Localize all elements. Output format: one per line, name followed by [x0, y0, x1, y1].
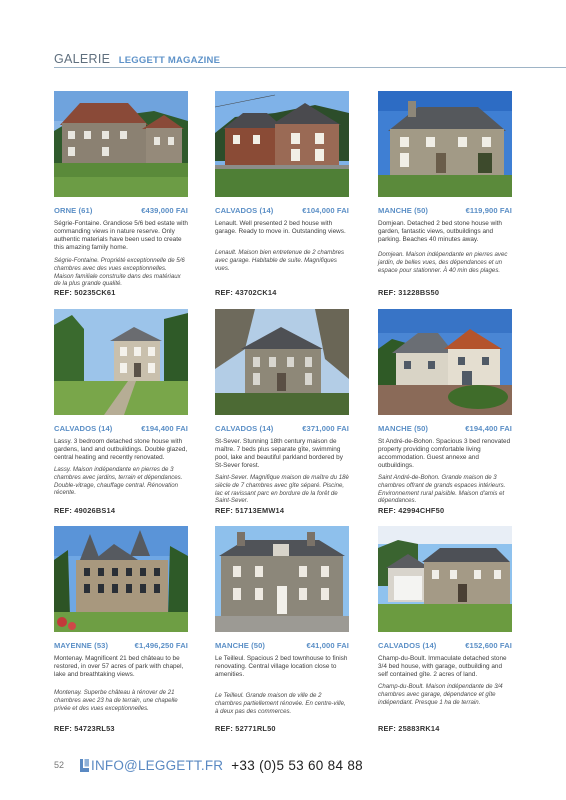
region-label: MANCHE (50)	[215, 641, 266, 650]
property-card[interactable]	[215, 91, 349, 297]
page-number: 52	[54, 760, 65, 770]
listing-headline	[378, 206, 512, 215]
listing-headline	[215, 206, 349, 215]
description-fr: Lenault. Maison bien entretenue de 2 chambres avec garage. Habitable de suite. Magnifiques vues.	[215, 249, 345, 272]
description-en: Champ-du-Boult. Immaculate detached stone 3/4 bed house, with garage, outbuilding and self contained gîte. 2 acres of land.	[378, 655, 507, 679]
listing-headline	[378, 641, 512, 650]
description-fr: Saint-Sever. Magnifique maison de maître du 18è siècle de 7 chambres avec gîte séparé. Piscine, lac et ravissant parc en bordure de la forêt de Saint-Sever.	[215, 474, 349, 505]
description-en: Le Teilleul. Spacious 2 bed townhouse to finish renovating. Central village location close to amenities.	[215, 655, 348, 679]
reference-code: REF: 49026BS14	[54, 506, 116, 515]
page-footer	[54, 756, 363, 774]
price-label: €104,000 FAI	[302, 206, 349, 215]
listing-headline	[215, 641, 349, 650]
property-card[interactable]	[54, 526, 188, 733]
reference-code: REF: 31228BS50	[378, 288, 440, 297]
description-en: Ségrie-Fontaine. Grandiose 5/6 bed estate with commanding views in nature reserve. Only authentic materials have been used to create this amazing family home.	[54, 220, 188, 252]
property-card[interactable]	[54, 309, 188, 515]
description-en: Lenault. Well presented 2 bed house with garage. Ready to move in. Outstanding views.	[215, 220, 346, 236]
description-fr: Ségrie-Fontaine. Propriété exceptionnelle de 5/6 chambres avec des vues exceptionnelles. Maison familiale construite dans des matériaux de la plus grande qualité.	[54, 257, 185, 288]
description-fr: Montenay. Superbe château à rénover de 21 chambres avec 23 ha de terrain, une chapelle privée et des vues exceptionnelles.	[54, 689, 178, 712]
region-label: MAYENNE (53)	[54, 641, 109, 650]
reference-code: REF: 51713EMW14	[215, 506, 285, 515]
region-label: CALVADOS (14)	[54, 424, 113, 433]
header-divider	[54, 67, 566, 68]
region-label: CALVADOS (14)	[215, 206, 274, 215]
price-label: €152,600 FAI	[465, 641, 512, 650]
price-label: €41,000 FAI	[306, 641, 349, 650]
description-fr: Lassy. Maison indépendante en pierres de 3 chambres avec jardins, terrain et dépendances. Double-vitrage, chauffage central. Rénovation récente.	[54, 466, 183, 497]
property-card[interactable]	[378, 309, 512, 515]
price-label: €194,400 FAI	[141, 424, 188, 433]
listing-headline	[215, 424, 349, 433]
price-label: €439,000 FAI	[141, 206, 188, 215]
description-en: St André-de-Bohon. Spacious 3 bed renovated property providing comfortable living accommodation. Guest annexe and outbuildings.	[378, 438, 511, 470]
property-photo[interactable]	[54, 309, 188, 415]
reference-code: REF: 42994CHF50	[378, 506, 445, 515]
property-photo[interactable]	[54, 526, 188, 632]
property-card[interactable]	[215, 309, 349, 515]
description-en: St-Sever. Stunning 18th century maison de maître. 7 beds plus separate gîte, swimming pool, lake and beautiful parkland bordered by St-Sever forest.	[215, 438, 343, 470]
property-photo[interactable]	[378, 526, 512, 632]
description-en: Montenay. Magnificent 21 bed château to be restored, in over 57 acres of park with chapel, lake and breathtaking views.	[54, 655, 184, 679]
price-label: €119,900 FAI	[465, 206, 512, 215]
property-photo[interactable]	[215, 309, 349, 415]
property-card[interactable]	[215, 526, 349, 733]
price-label: €1,496,250 FAI	[134, 641, 188, 650]
contact-phone: +33 (0)5 53 60 84 88	[231, 757, 363, 773]
property-card[interactable]	[378, 526, 512, 733]
property-photo[interactable]	[54, 91, 188, 197]
listing-headline	[54, 206, 188, 215]
property-card[interactable]	[54, 91, 188, 297]
price-label: €194,400 FAI	[465, 424, 512, 433]
description-fr: Saint André-de-Bohon. Grande maison de 3 chambres offrant de grands espaces intérieurs. Environnement rural paisible. Maison d'amis et dépendances.	[378, 474, 506, 505]
price-label: €371,000 FAI	[302, 424, 349, 433]
description-en: Lassy. 3 bedroom detached stone house with gardens, land and outbuildings. Double glazed, central heating and recently renovated.	[54, 438, 188, 462]
section-title: GALERIE	[54, 52, 111, 66]
property-card[interactable]	[378, 91, 512, 297]
description-en: Domjean. Detached 2 bed stone house with garden, fantastic views, outbuildings and parking. Beaches 40 minutes away.	[378, 220, 502, 244]
description-fr: Domjean. Maison indépendante en pierres avec jardin, de belles vues, des dépendances et un espace pour stationner. À 40 min des plages.	[378, 251, 508, 274]
listing-headline	[54, 641, 188, 650]
reference-code: REF: 50235CK61	[54, 288, 116, 297]
property-photo[interactable]	[215, 526, 349, 632]
reference-code: REF: 25883RK14	[378, 724, 440, 733]
region-label: CALVADOS (14)	[215, 424, 274, 433]
region-label: MANCHE (50)	[378, 424, 429, 433]
listing-headline	[54, 424, 188, 433]
magazine-title: LEGGETT MAGAZINE	[118, 55, 221, 66]
reference-code: REF: 54723RL53	[54, 724, 115, 733]
reference-code: REF: 43702CK14	[215, 288, 277, 297]
region-label: ORNE (61)	[54, 206, 93, 215]
property-photo[interactable]	[215, 91, 349, 197]
contact-email-link[interactable]: INFO@LEGGETT.FR	[91, 757, 224, 773]
region-label: CALVADOS (14)	[378, 641, 437, 650]
property-photo[interactable]	[378, 91, 512, 197]
region-label: MANCHE (50)	[378, 206, 429, 215]
page-header	[54, 50, 512, 68]
description-fr: Le Teilleul. Grande maison de ville de 2 chambres partiellement rénovée. En centre-ville, à deux pas des commerces.	[215, 692, 346, 715]
description-fr: Champ-du-Boult. Maison indépendante de 3/4 chambres avec garage, dépendance et gîte indépendant. Presque 1 ha de terrain.	[378, 683, 503, 706]
property-photo[interactable]	[378, 309, 512, 415]
listing-headline	[378, 424, 512, 433]
reference-code: REF: 52771RL50	[215, 724, 276, 733]
leggett-logo-icon	[80, 759, 89, 772]
